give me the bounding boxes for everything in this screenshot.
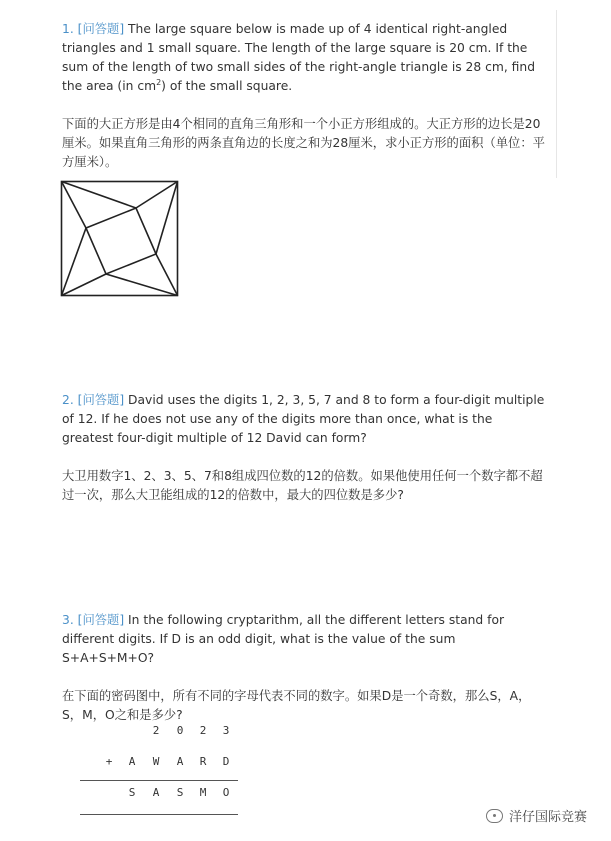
row3-letter: O (222, 786, 230, 799)
watermark-text: 洋仔国际竞赛 (509, 810, 588, 825)
question-3 (62, 611, 546, 725)
row1-digit: 0 (176, 724, 184, 737)
row2-letter: A (176, 755, 184, 768)
question-1-english: 1. [问答题] The large square below is made up of 4 identical right-angled triangles and 1 small square. The length of the large square is 20 cm. If the sum of the length of two small sides of the right-angle triangle is 28 cm, find the area (in $cm^2$) of the small square. (62, 22, 536, 93)
triangle-edge-7 (106, 274, 178, 296)
row1-digit: 2 (152, 724, 160, 737)
row3-letter: M (199, 786, 207, 799)
wechat-icon (486, 809, 503, 823)
question-1-chinese: 下面的大正方形是由4个相同的直角三角形和一个小正方形组成的。大正方形的边长是20厘米。如果直角三角形的两条直角边的长度之和为28厘米，求小正方形的面积（单位：平方厘米）。 (62, 117, 545, 169)
plus-sign: + (105, 755, 113, 768)
small-square (86, 208, 156, 274)
square-figure (60, 180, 180, 298)
question-3-chinese: 在下面的密码图中，所有不同的字母代表不同的数字。如果D是一个奇数，那么S，A，S，M，O之和是多少? (62, 689, 531, 722)
question-1-tag: 1. [问答题] (62, 22, 125, 36)
row1-digit: 2 (199, 724, 207, 737)
row2-letter: D (222, 755, 230, 768)
sum-line-bottom (80, 814, 238, 815)
watermark (486, 806, 587, 825)
question-2-chinese: 大卫用数字1、2、3、5、7和8组成四位数的12的倍数。如果他使用任何一个数字都不超过一次，那么大卫能组成的12的倍数中，最大的四位数是多少? (62, 469, 543, 502)
question-3-english: 3. [问答题] In the following cryptarithm, all the different letters stand for different digits. If D is an odd digit, what is the value of the sum S+A+S+M+O? (62, 613, 505, 665)
row2-letter: R (199, 755, 207, 768)
row2-letter: W (152, 755, 160, 768)
row3-letter: A (152, 786, 160, 799)
question-2-english: 2. [问答题] David uses the digits 1, 2, 3, 5, 7 and 8 to form a four-digit multiple of 12. If he does not use any of the digits more than once, what is the greatest four-digit multiple of 12 David can form? (62, 393, 545, 445)
row3-letter: S (176, 786, 184, 799)
sum-line-top (80, 780, 238, 781)
question-2-tag: 2. [问答题] (62, 393, 125, 407)
row2-letter: A (128, 755, 136, 768)
row1-digit: 3 (222, 724, 230, 737)
page-divider (556, 10, 557, 178)
question-2 (62, 391, 546, 505)
question-3-tag: 3. [问答题] (62, 613, 125, 627)
row3-letter: S (128, 786, 136, 799)
question-1 (62, 20, 546, 172)
